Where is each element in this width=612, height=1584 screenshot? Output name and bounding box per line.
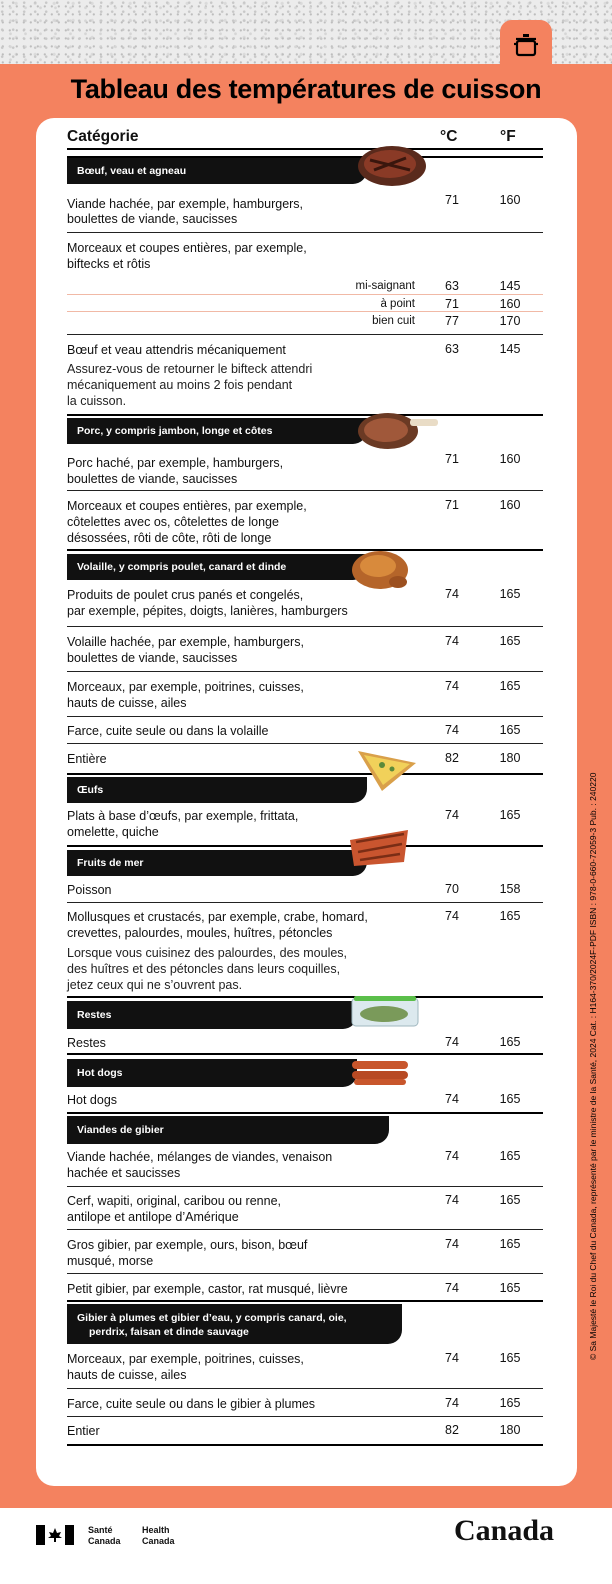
doneness-label: bien cuit	[372, 315, 415, 327]
row-label: Volaille hachée, par exemple, hamburgers,	[67, 635, 304, 649]
celsius-value: 77	[445, 314, 459, 328]
divider	[67, 996, 543, 998]
note-text: Assurez-vous de retourner le bifteck attendri	[67, 362, 313, 376]
category-band-porc: Porc, y compris jambon, longe et côtes	[67, 418, 367, 444]
celsius-value: 82	[445, 1423, 459, 1437]
fahrenheit-value: 180	[499, 1423, 521, 1437]
pork-chop-image	[352, 405, 442, 453]
fahrenheit-value: 180	[499, 751, 521, 765]
celsius-value: 74	[445, 1396, 459, 1410]
header-rule	[67, 148, 543, 150]
header-celsius: °C	[440, 128, 458, 145]
note-text: des huîtres et des pétoncles dans leurs coquilles,	[67, 962, 341, 976]
sausages-image	[350, 1057, 410, 1087]
row-label: Morceaux et coupes entières, par exemple,	[67, 499, 307, 513]
fahrenheit-value: 165	[499, 1193, 521, 1207]
divider	[67, 743, 543, 744]
row-label: Gros gibier, par exemple, ours, bison, bœuf	[67, 1238, 308, 1252]
category-band-hot-dogs: Hot dogs	[67, 1059, 357, 1087]
divider	[67, 311, 543, 312]
fahrenheit-value: 165	[499, 1092, 521, 1106]
divider	[67, 549, 543, 551]
celsius-value: 63	[445, 279, 459, 293]
dept-en-line1: Health	[142, 1525, 170, 1535]
salmon-image	[346, 826, 414, 870]
cooking-pot-icon	[511, 31, 541, 59]
row-label: Produits de poulet crus panés et congelés,	[67, 588, 304, 602]
category-band-gibier-a-plumes	[67, 1304, 402, 1344]
celsius-value: 74	[445, 1351, 459, 1365]
row-label: Restes	[67, 1036, 106, 1050]
divider	[67, 294, 543, 295]
fahrenheit-value: 165	[499, 1351, 521, 1365]
fahrenheit-value: 160	[499, 498, 521, 512]
roast-chicken-image	[348, 542, 412, 592]
fahrenheit-value: 160	[499, 452, 521, 466]
celsius-value: 74	[445, 587, 459, 601]
note-text: jetez ceux qui ne s’ouvrent pas.	[67, 978, 243, 992]
page-title: Tableau des températures de cuisson	[70, 74, 542, 104]
row-label: par exemple, pépites, doigts, lanières, hamburgers	[67, 604, 348, 618]
fahrenheit-value: 165	[499, 587, 521, 601]
celsius-value: 74	[445, 679, 459, 693]
row-label: Farce, cuite seule ou dans la volaille	[67, 724, 269, 738]
doneness-label: mi-saignant	[355, 280, 415, 292]
row-label: Farce, cuite seule ou dans le gibier à plumes	[67, 1397, 316, 1411]
pot-tab	[500, 20, 552, 70]
fahrenheit-value: 158	[499, 882, 521, 896]
note-text: la cuisson.	[67, 394, 127, 408]
celsius-value: 74	[445, 1149, 459, 1163]
row-label: crevettes, palourdes, moules, huîtres, pétoncles	[67, 926, 333, 940]
fahrenheit-value: 145	[499, 342, 521, 356]
fahrenheit-value: 165	[499, 1035, 521, 1049]
fahrenheit-value: 145	[499, 279, 521, 293]
row-label: hauts de cuisse, ailes	[67, 1368, 187, 1382]
leftovers-container-image	[350, 994, 422, 1030]
health-canada-label	[142, 1525, 175, 1547]
note-text: Lorsque vous cuisinez des palourdes, des moules,	[67, 946, 348, 960]
row-label: Porc haché, par exemple, hamburgers,	[67, 456, 284, 470]
row-label: désossées, rôti de côte, rôti de longe	[67, 531, 272, 545]
celsius-value: 74	[445, 1237, 459, 1251]
fahrenheit-value: 160	[499, 193, 521, 207]
row-label: hachée et saucisses	[67, 1166, 181, 1180]
divider	[67, 1300, 543, 1302]
category-band-restes: Restes	[67, 1001, 357, 1029]
fahrenheit-value: 160	[499, 297, 521, 311]
celsius-value: 71	[445, 193, 459, 207]
dept-fr-line1: Santé	[88, 1525, 113, 1535]
row-label: hauts de cuisse, ailes	[67, 696, 187, 710]
fahrenheit-value: 165	[499, 1396, 521, 1410]
row-label: Entière	[67, 752, 107, 766]
category-band-gibier: Viandes de gibier	[67, 1116, 389, 1144]
fahrenheit-value: 165	[499, 723, 521, 737]
row-label: Morceaux, par exemple, poitrines, cuisses,	[67, 680, 304, 694]
fahrenheit-value: 165	[499, 679, 521, 693]
bottom-rule	[67, 1444, 543, 1446]
divider	[67, 490, 543, 491]
dept-fr-line2: Canada	[88, 1536, 121, 1546]
fahrenheit-value: 170	[499, 314, 521, 328]
celsius-value: 74	[445, 1092, 459, 1106]
divider	[67, 414, 543, 416]
category-band-boeuf: Bœuf, veau et agneau	[67, 158, 367, 184]
divider	[67, 902, 543, 903]
sante-canada-label	[88, 1525, 121, 1547]
celsius-value: 74	[445, 1281, 459, 1295]
row-label: musqué, morse	[67, 1254, 154, 1268]
celsius-value: 74	[445, 1035, 459, 1049]
divider	[67, 845, 543, 847]
celsius-value: 71	[445, 498, 459, 512]
row-label: Bœuf et veau attendris mécaniquement	[67, 343, 286, 357]
fahrenheit-value: 165	[499, 1149, 521, 1163]
divider	[67, 1112, 543, 1114]
divider	[67, 773, 543, 775]
celsius-value: 74	[445, 808, 459, 822]
row-label: Entier	[67, 1424, 100, 1438]
row-label: Viande hachée, mélanges de viandes, venaison	[67, 1150, 333, 1164]
category-band-volaille: Volaille, y compris poulet, canard et dinde	[67, 554, 367, 580]
steak-image	[350, 140, 440, 190]
row-label: boulettes de viande, saucisses	[67, 472, 238, 486]
copyright-side-text: © Sa Majesté le Roi du Chef du Canada, représenté par le ministre de la Santé, 2024 Cat. : H164-370/2024F-PDF ISBN : 978-0-660-72059-3 Pub. : 240220	[588, 772, 598, 1360]
divider	[67, 1186, 543, 1187]
category-band-line: Gibier à plumes et gibier d’eau, y compris canard, oie,	[77, 1312, 347, 1324]
row-label: Mollusques et crustacés, par exemple, crabe, homard,	[67, 910, 368, 924]
celsius-value: 71	[445, 452, 459, 466]
fahrenheit-value: 165	[499, 634, 521, 648]
header-category: Catégorie	[67, 128, 139, 145]
celsius-value: 74	[445, 1193, 459, 1207]
celsius-value: 74	[445, 634, 459, 648]
divider	[67, 1388, 543, 1389]
row-label: Morceaux et coupes entières, par exemple,	[67, 241, 307, 255]
celsius-value: 74	[445, 909, 459, 923]
row-label: Petit gibier, par exemple, castor, rat musqué, lièvre	[67, 1282, 348, 1296]
row-label: Plats à base d’œufs, par exemple, frittata,	[67, 809, 299, 823]
celsius-value: 70	[445, 882, 459, 896]
row-label: Morceaux, par exemple, poitrines, cuisses,	[67, 1352, 304, 1366]
divider	[67, 1273, 543, 1274]
row-label: omelette, quiche	[67, 825, 159, 839]
fahrenheit-value: 165	[499, 1237, 521, 1251]
divider	[67, 671, 543, 672]
canada-flag-icon	[36, 1525, 74, 1545]
note-text: mécaniquement au moins 2 fois pendant	[67, 378, 293, 392]
celsius-value: 63	[445, 342, 459, 356]
canada-wordmark: Canada	[454, 1514, 555, 1547]
divider	[67, 626, 543, 627]
doneness-label: à point	[380, 298, 415, 310]
row-label: Viande hachée, par exemple, hamburgers,	[67, 197, 304, 211]
row-label: boulettes de viande, saucisses	[67, 212, 238, 226]
fahrenheit-value: 165	[499, 909, 521, 923]
row-label: côtelettes avec os, côtelettes de longe	[67, 515, 279, 529]
dept-en-line2: Canada	[142, 1536, 175, 1546]
divider	[67, 716, 543, 717]
celsius-value: 74	[445, 723, 459, 737]
fahrenheit-value: 165	[499, 808, 521, 822]
row-label: Hot dogs	[67, 1093, 118, 1107]
category-band-oeufs: Œufs	[67, 777, 367, 803]
divider	[67, 1416, 543, 1417]
header-fahrenheit: °F	[500, 128, 516, 145]
celsius-value: 82	[445, 751, 459, 765]
quiche-image	[352, 745, 422, 795]
divider	[67, 1053, 543, 1055]
celsius-value: 71	[445, 297, 459, 311]
row-label: boulettes de viande, saucisses	[67, 651, 238, 665]
fahrenheit-value: 165	[499, 1281, 521, 1295]
row-label: biftecks et rôtis	[67, 257, 151, 271]
divider	[67, 1229, 543, 1230]
row-label: Poisson	[67, 883, 112, 897]
divider	[67, 334, 543, 335]
divider	[67, 232, 543, 233]
category-band-fruits-de-mer: Fruits de mer	[67, 850, 367, 876]
category-band-line: perdrix, faisan et dinde sauvage	[89, 1326, 249, 1338]
row-label: Cerf, wapiti, original, caribou ou renne,	[67, 1194, 282, 1208]
row-label: antilope et antilope d’Amérique	[67, 1210, 239, 1224]
